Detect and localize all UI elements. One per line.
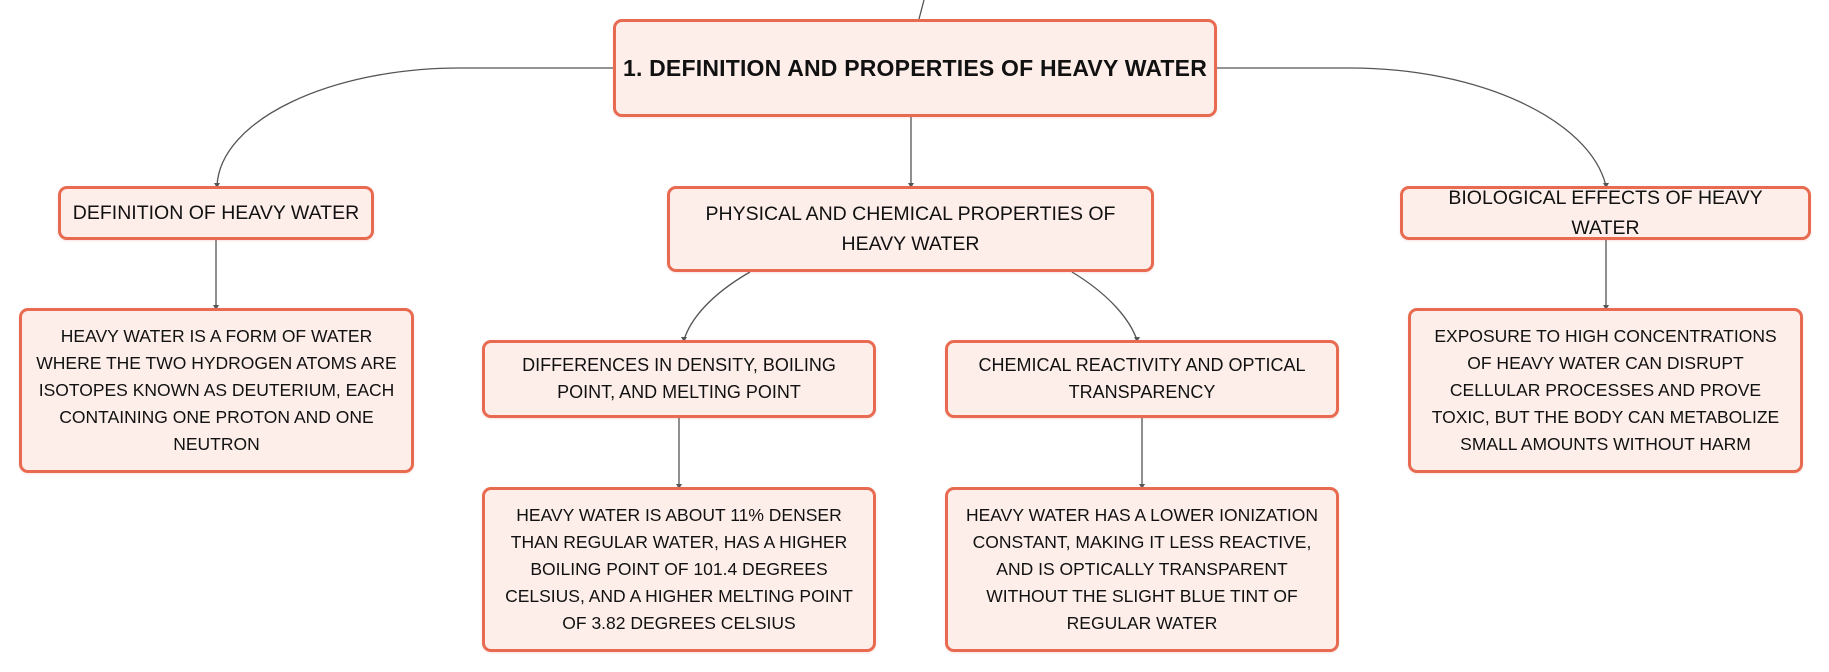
reactivity-node[interactable] <box>945 340 1339 418</box>
parent-connector <box>919 0 924 19</box>
density-detail-text: HEAVY WATER IS ABOUT 11% DENSER THAN REGULAR WATER, HAS A HIGHER BOILING POINT OF 101.4 DEGREES CELSIUS, AND A HIGHER MELTING POINT OF 3.82 DEGREES CELSIUS <box>505 505 853 633</box>
density-node[interactable] <box>482 340 876 418</box>
reactivity-detail-text: HEAVY WATER HAS A LOWER IONIZATION CONSTANT, MAKING IT LESS REACTIVE, AND IS OPTICALLY TRANSPARENT WITHOUT THE SLIGHT BLUE TINT OF REGULAR WATER <box>966 505 1318 633</box>
reactivity-label: CHEMICAL REACTIVITY AND OPTICAL TRANSPARENCY <box>978 355 1306 402</box>
density-detail-node[interactable] <box>482 487 876 652</box>
root-node[interactable] <box>613 19 1217 117</box>
connector-properties-reactivity <box>1072 272 1137 340</box>
biological-detail-node[interactable] <box>1408 308 1803 473</box>
reactivity-detail-node[interactable] <box>945 487 1339 652</box>
connector-root-biological <box>1216 68 1606 186</box>
biological-detail-text: EXPOSURE TO HIGH CONCENTRATIONS OF HEAVY WATER CAN DISRUPT CELLULAR PROCESSES AND PROVE TOXIC, BUT THE BODY CAN METABOLIZE SMALL AMOUNTS WITHOUT HARM <box>1431 326 1780 454</box>
definition-node[interactable] <box>58 186 374 240</box>
properties-node[interactable] <box>667 186 1154 272</box>
definition-label: DEFINITION OF HEAVY WATER <box>72 202 360 224</box>
properties-label: PHYSICAL AND CHEMICAL PROPERTIES OF HEAVY WATER <box>705 203 1116 255</box>
definition-detail-node[interactable] <box>19 308 414 473</box>
biological-node[interactable] <box>1400 186 1811 240</box>
biological-label: BIOLOGICAL EFFECTS OF HEAVY WATER <box>1448 187 1763 239</box>
definition-detail-text: HEAVY WATER IS A FORM OF WATER WHERE THE TWO HYDROGEN ATOMS ARE ISOTOPES KNOWN AS DEUTERIUM, EACH CONTAINING ONE PROTON AND ONE NEUTRON <box>36 326 397 454</box>
root-label: 1. DEFINITION AND PROPERTIES OF HEAVY WATER <box>622 54 1208 81</box>
connector-root-definition <box>217 68 613 186</box>
connector-properties-density <box>684 272 750 340</box>
density-label: DIFFERENCES IN DENSITY, BOILING POINT, AND MELTING POINT <box>522 355 836 402</box>
